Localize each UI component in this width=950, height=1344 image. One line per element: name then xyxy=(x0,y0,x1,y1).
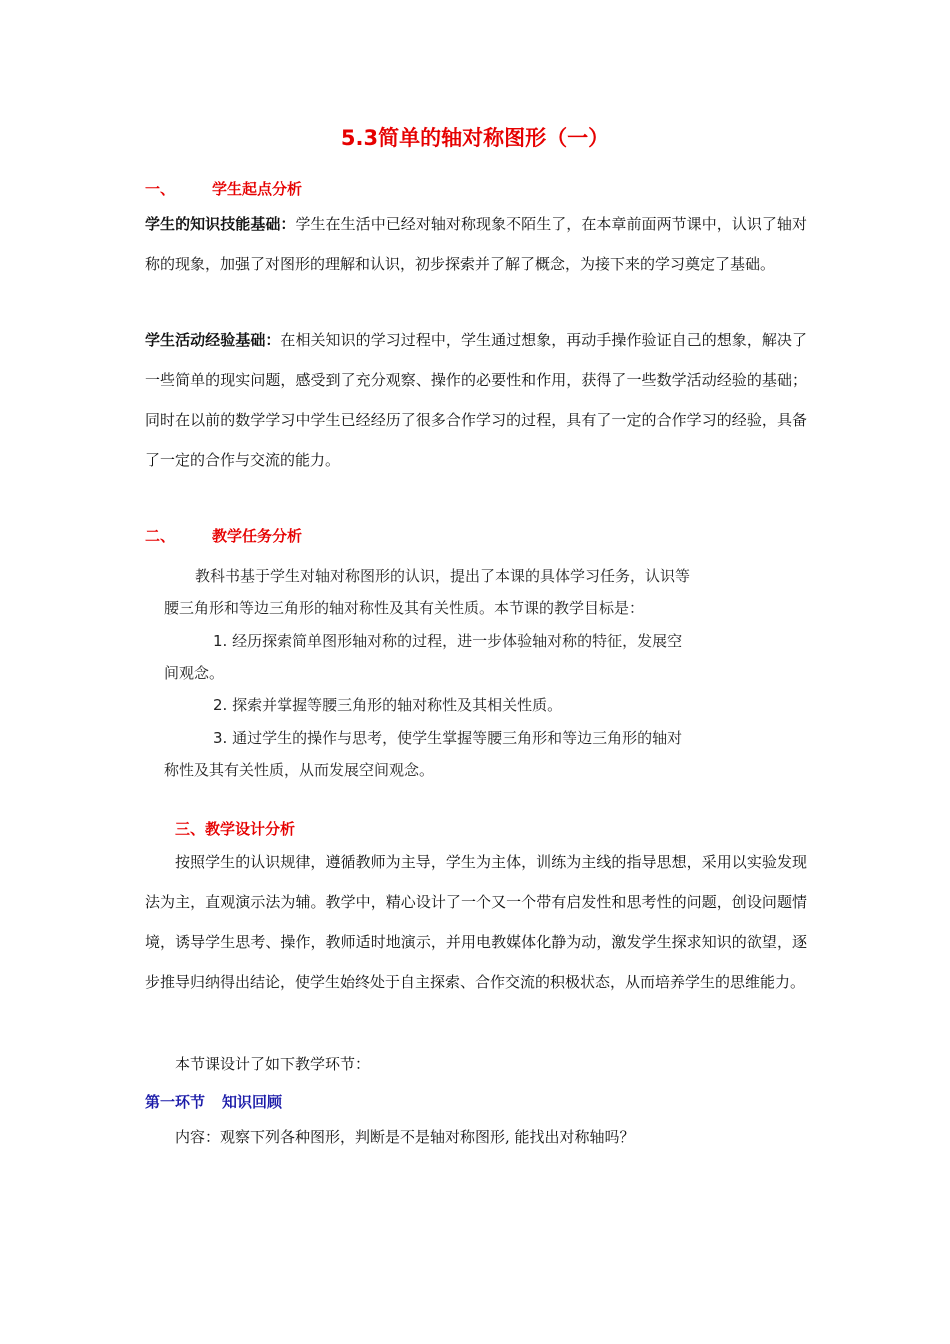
goal-2: 2. 探索并掌握等腰三角形的轴对称性及其相关性质。 xyxy=(213,696,563,714)
section3-paragraph-stages: 本节课设计了如下教学环节： xyxy=(175,1055,371,1073)
section3-paragraph-design: 按照学生的认识规律，遵循教师为主导，学生为主体，训练为主线的指导思想，采用以实验发现法为主，直观演示法为辅。教学中，精心设计了一个又一个带有启发性和思考性的问题，创设问题情境，诱导学生思考、操作，教师适时地演示，并用电教媒体化静为动，激发学生探求知识的欲望，逐步推导归纳得出结论，使学生始终处于自主探索、合作交流的积极状态，从而培养学生的思维能力。 xyxy=(145,853,807,991)
section2-title: 教学任务分析 xyxy=(212,527,303,545)
section1-heading xyxy=(145,178,302,199)
knowledge-label: 学生的知识技能基础： xyxy=(145,215,296,233)
goal-3-line-2: 称性及其有关性质，从而发展空间观念。 xyxy=(164,761,435,779)
section2-number: 二、 xyxy=(145,527,176,545)
knowledge-text: 学生在生活中已经对轴对称现象不陌生了，在本章前面两节课中，认识了轴对称的现象，加强了对图形的理解和认识，初步探索并了解了概念，为接下来的学习奠定了基础。 xyxy=(145,215,807,273)
experience-text: 在相关知识的学习过程中，学生通过想象，再动手操作验证自己的想象，解决了一些简单的现实问题，感受到了充分观察、操作的必要性和作用，获得了一些数学活动经验的基础；同时在以前的数学学习中学生已经经历了很多合作学习的过程，具有了一定的合作学习的经验，具备了一定的合作与交流的能力。 xyxy=(145,331,807,469)
goal-1-line-1: 1. 经历探索简单图形轴对称的过程，进一步体验轴对称的特征，发展空 xyxy=(213,632,683,650)
stage-one-label: 第一环节 xyxy=(145,1093,206,1111)
section1-paragraph-experience xyxy=(145,320,807,480)
stage-one-title: 知识回顾 xyxy=(222,1093,283,1111)
task-line-1: 教科书基于学生对轴对称图形的认识，提出了本课的具体学习任务，认识等 xyxy=(195,567,691,585)
section1-paragraph-knowledge xyxy=(145,204,807,284)
section2-heading xyxy=(145,525,302,546)
goal-1-line-2: 间观念。 xyxy=(164,664,225,682)
section1-title: 学生起点分析 xyxy=(212,180,303,198)
section3-heading: 三、教学设计分析 xyxy=(175,820,296,838)
experience-label: 学生活动经验基础： xyxy=(145,331,281,349)
section1-number: 一、 xyxy=(145,180,176,198)
task-line-2: 腰三角形和等边三角形的轴对称性及其有关性质。本节课的教学目标是： xyxy=(164,599,645,617)
stage-one-content: 内容：观察下列各种图形，判断是不是轴对称图形, 能找出对称轴吗？ xyxy=(175,1128,635,1146)
stage-one-heading xyxy=(145,1091,282,1112)
document-title: 5.3简单的轴对称图形（一） xyxy=(340,126,610,150)
goal-3-line-1: 3. 通过学生的操作与思考，使学生掌握等腰三角形和等边三角形的轴对 xyxy=(213,729,683,747)
